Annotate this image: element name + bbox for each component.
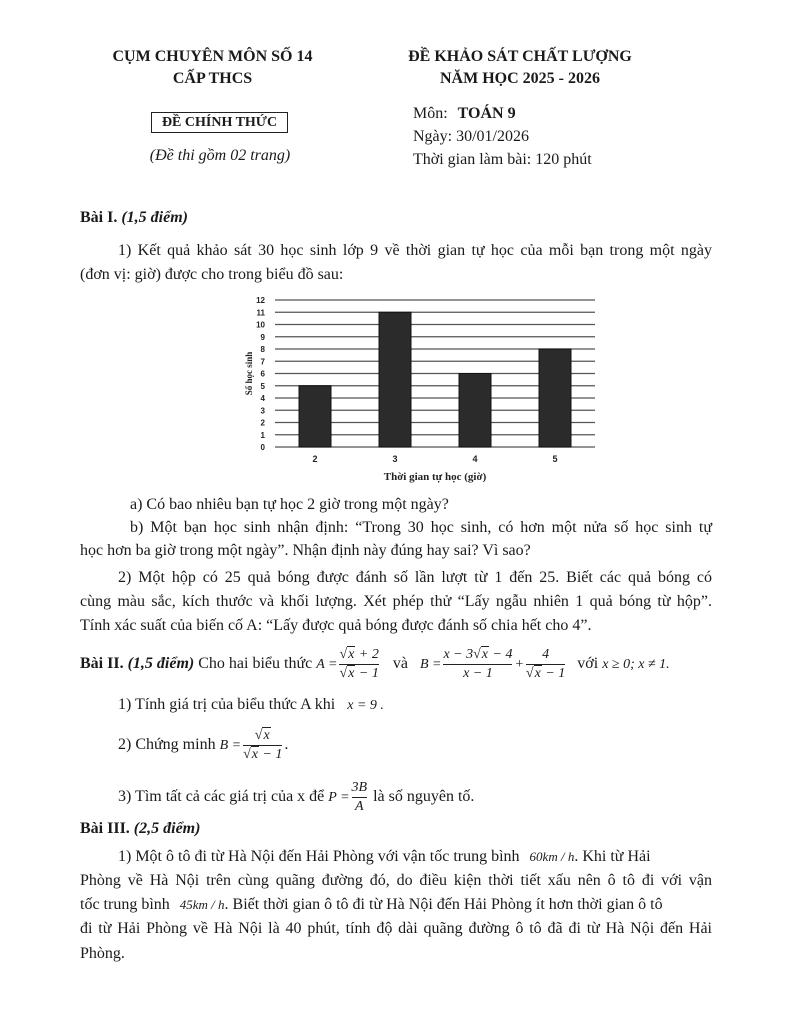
bai3-heading	[80, 820, 200, 838]
bai3-line5: Phòng.	[80, 945, 125, 962]
bar-5	[539, 349, 571, 447]
bai2-q2-fraction: $\frac{√x}{√x - 1}$	[243, 728, 283, 762]
expr-b-fraction1: $\frac{x - 3√x - 4}{x - 1}$	[443, 647, 513, 681]
expr-b-fraction2: $\frac{4}{√x - 1}$	[525, 647, 566, 681]
y-tick-label: 3	[260, 406, 265, 416]
sqrt-x: x	[251, 747, 258, 762]
bai2-q3-num: 3B	[351, 780, 368, 795]
bai1-p1-line2: (đơn vị: giờ) được cho trong biểu đồ sau:	[80, 266, 344, 283]
bai3-line3-post: . Biết thời gian ô tô đi từ Hà Nội đến Hải Phòng ít hơn thời gian ô tô	[224, 896, 663, 913]
bai1-heading	[80, 209, 188, 227]
bai3-line3	[80, 896, 663, 914]
bai2-q1-text: 1) Tính giá trị của biểu thức A khi	[118, 696, 336, 713]
bar-2	[299, 386, 331, 447]
y-tick-label: 4	[260, 394, 265, 403]
expr-b-den1: x − 1	[443, 664, 512, 683]
pages-note: (Đề thi gồm 02 trang)	[149, 147, 291, 164]
exam-duration: Thời gian làm bài: 120 phút	[413, 151, 592, 168]
cond-word: với	[577, 655, 599, 673]
expr-a-lhs: A =	[316, 657, 338, 673]
exam-date: Ngày: 30/01/2026	[413, 128, 529, 145]
condition: x ≥ 0; x ≠ 1.	[602, 657, 670, 673]
expr-b-num1-pre: x − 3	[443, 647, 474, 662]
bai1-question-b-line2: học hơn ba giờ trong một ngày”. Nhận định này đúng hay sai? Vì sao?	[80, 542, 531, 559]
school-cluster: CỤM CHUYÊN MÔN SỐ 14	[112, 48, 313, 65]
y-tick-label: 1	[260, 430, 265, 440]
bai2-intro: Cho hai biểu thức	[198, 655, 313, 673]
y-tick-label: 11	[256, 308, 265, 318]
bai1-question-b-line1: b) Một bạn học sinh nhận định: “Trong 30 học sinh, có hơn một nửa số học sinh tự	[130, 519, 712, 536]
bai2-q2-den: − 1	[262, 747, 283, 762]
y-tick-label: 5	[260, 381, 265, 391]
bai1-title: Bài I.	[80, 209, 118, 226]
expr-b-num1-post: − 4	[492, 647, 513, 662]
speed-45: 45km / h	[179, 897, 225, 912]
bai2-heading	[80, 646, 670, 683]
sqrt-x: x	[534, 666, 541, 681]
bai1-p2-line3: Tính xác suất của biến cố A: “Lấy được quả bóng được đánh số chia hết cho 4”.	[80, 617, 592, 634]
sqrt-x: x	[348, 666, 355, 681]
x-tick-label: 5	[552, 454, 558, 464]
school-year: NĂM HỌC 2025 - 2026	[440, 70, 600, 87]
bai1-p2-line2: cùng màu sắc, kích thước và khối lượng. Xét phép thử “Lấy ngẫu nhiên 1 quả bóng từ hộp”.	[80, 593, 712, 610]
bai2-q2-text: 2) Chứng minh	[118, 736, 216, 754]
bai3-points: (2,5 điểm)	[133, 820, 201, 837]
bai3-line1-post: . Khi từ Hải	[574, 848, 651, 865]
y-tick-label: 0	[260, 443, 265, 452]
expr-a-fraction: $\frac{√x + 2}{√x - 1}$	[339, 647, 379, 681]
y-tick-label: 10	[256, 320, 265, 330]
bai2-q1-math: x = 9 .	[347, 698, 384, 713]
y-tick-label: 12	[256, 296, 265, 305]
official-badge: ĐỀ CHÍNH THỨC	[151, 112, 288, 133]
y-tick-label: 6	[260, 369, 265, 379]
sqrt-x: x	[263, 728, 270, 743]
bai2-q1	[118, 696, 384, 714]
bai2-q2-lhs: B =	[219, 738, 242, 754]
bar-3	[379, 312, 411, 447]
expr-b-den2: − 1	[545, 666, 566, 681]
sqrt-x: x	[481, 647, 489, 662]
subject-label: Môn:	[413, 105, 448, 122]
y-axis-label: Số học sinh	[244, 351, 254, 396]
bai3-line1-pre: 1) Một ô tô đi từ Hà Nội đến Hải Phòng với vận tốc trung bình	[118, 848, 520, 865]
bai2-title: Bài II.	[80, 655, 124, 673]
expr-b-lhs: B =	[419, 657, 442, 673]
subject	[413, 105, 516, 123]
bar-4	[459, 374, 491, 448]
x-tick-label: 4	[472, 454, 478, 464]
bar-chart	[230, 290, 610, 490]
bai1-p1-line1: 1) Kết quả khảo sát 30 học sinh lớp 9 về thời gian tự học của mỗi bạn trong một ngày	[118, 242, 712, 259]
bai2-q3	[118, 779, 474, 816]
bai2-q3-fraction	[352, 779, 368, 816]
official-badge-wrap	[143, 113, 296, 131]
bai3-line1	[118, 848, 651, 866]
bai3-line4: đi từ Hải Phòng về Hà Nội là 40 phút, tính độ dài quãng đường ô tô đã đi từ Hà Nội đến Hải	[80, 920, 712, 937]
speed-60: 60km / h	[529, 849, 575, 864]
expr-a-den: − 1	[358, 666, 379, 681]
bai2-q2: 2) Chứng minh B = $\frac{√x}{√x - 1}$ .	[118, 728, 289, 762]
and-word: và	[392, 655, 408, 673]
y-tick-label: 7	[260, 357, 265, 367]
bai2-q3-post: là số nguyên tố.	[373, 788, 475, 806]
bai1-p2-line1: 2) Một hộp có 25 quả bóng được đánh số lần lượt từ 1 đến 25. Biết các quả bóng có	[118, 569, 712, 586]
x-tick-label: 2	[312, 454, 318, 464]
y-tick-label: 9	[260, 332, 265, 342]
school-level: CẤP THCS	[172, 70, 253, 87]
sqrt-x: x	[348, 647, 355, 662]
y-tick-label: 2	[260, 418, 265, 428]
x-tick-label: 3	[392, 454, 398, 464]
bai1-points: (1,5 điểm)	[121, 209, 188, 226]
expr-a-num: + 2	[358, 647, 379, 662]
plus-sign: +	[514, 657, 524, 673]
bai2-q3-lhs: P =	[328, 790, 350, 806]
bai2-q3-den: A	[352, 797, 368, 816]
x-axis-label: Thời gian tự học (giờ)	[383, 471, 487, 483]
bai3-line3-pre: tốc trung bình	[80, 896, 170, 913]
bai1-question-a: a) Có bao nhiêu bạn tự học 2 giờ trong một ngày?	[130, 496, 449, 513]
bai3-line2: Phòng về Hà Nội trên cùng quãng đường đó, do điều kiện thời tiết xấu nên ô tô đi với vận	[80, 872, 712, 889]
bai2-q3-text: 3) Tìm tất cả các giá trị của x để	[118, 788, 325, 806]
expr-b-num2: 4	[542, 647, 550, 662]
exam-title: ĐỀ KHẢO SÁT CHẤT LƯỢNG	[408, 48, 632, 65]
y-tick-label: 8	[260, 345, 265, 354]
bai2-points: (1,5 điểm)	[127, 655, 195, 673]
bai3-title: Bài III.	[80, 820, 130, 837]
subject-value: TOÁN 9	[457, 105, 516, 122]
